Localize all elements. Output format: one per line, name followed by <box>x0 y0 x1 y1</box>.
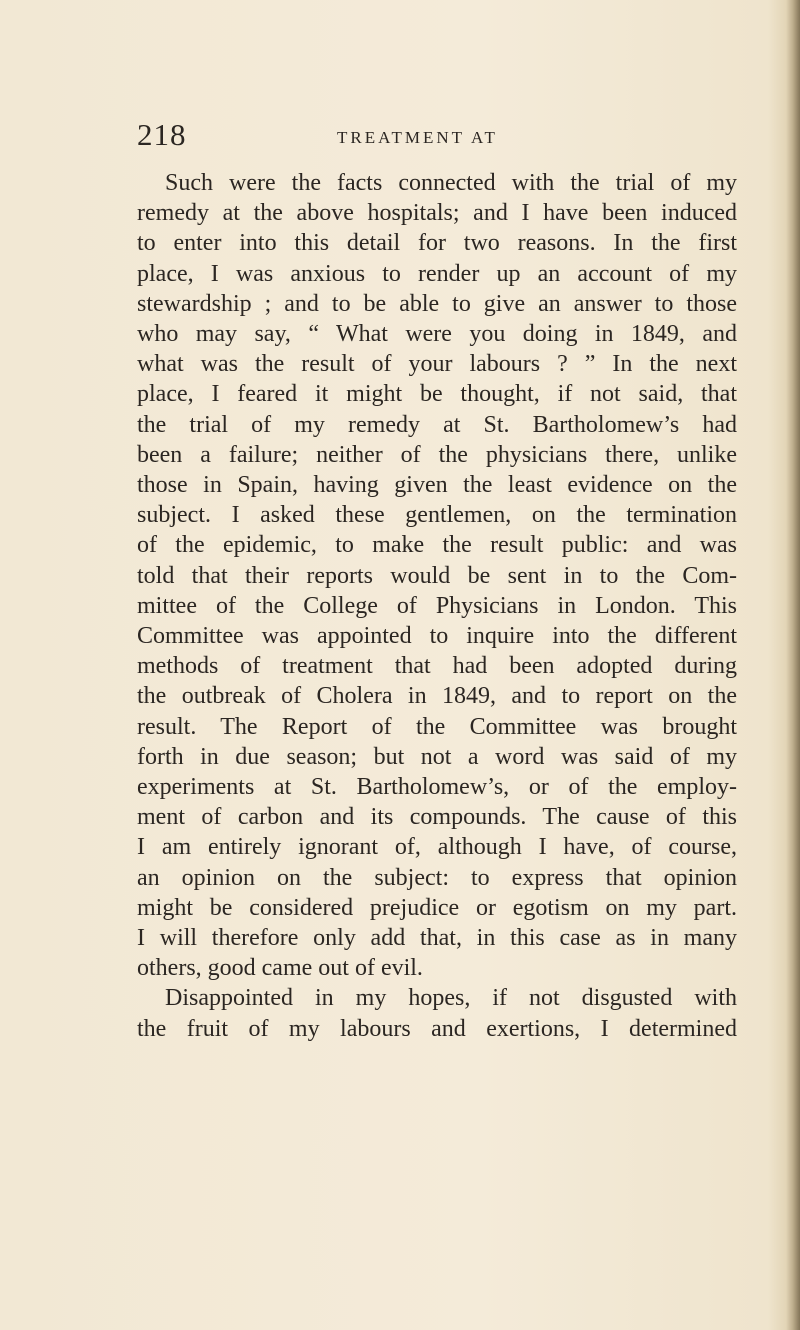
text-line: those in Spain, having given the least evidence on the <box>137 472 737 499</box>
text-line: experiments at St. Bartholomew’s, or of the employ- <box>137 774 737 801</box>
text-line: place, I feared it might be thought, if not said, that <box>137 381 737 408</box>
text-line: to enter into this detail for two reasons. In the first <box>137 230 737 257</box>
text-line: mittee of the College of Physicians in London. This <box>137 592 737 619</box>
text-line: methods of treatment that had been adopted during <box>137 653 737 680</box>
text-line: ment of carbon and its compounds. The cause of this <box>137 804 737 831</box>
page-edge-shadow <box>786 0 800 1330</box>
text-line: of the epidemic, to make the result public: and was <box>137 532 737 559</box>
text-line: Disappointed in my hopes, if not disgusted with <box>165 985 737 1012</box>
text-line: what was the result of your labours ? ” In the next <box>137 351 737 378</box>
text-line: Committee was appointed to inquire into the different <box>137 623 737 650</box>
text-line: told that their reports would be sent in to the Com- <box>137 562 737 589</box>
text-line: others, good came out of evil. <box>137 955 423 982</box>
paragraph-1 <box>137 168 737 983</box>
text-line: who may say, “ What were you doing in 1849, and <box>137 321 737 348</box>
body-text <box>137 168 737 1044</box>
text-line: stewardship ; and to be able to give an answer to those <box>137 290 737 317</box>
page-header <box>137 118 737 158</box>
running-head: TREATMENT AT <box>337 128 498 147</box>
text-line: the outbreak of Cholera in 1849, and to report on the <box>137 683 737 710</box>
text-line: an opinion on the subject: to express that opinion <box>137 864 737 891</box>
text-line: subject. I asked these gentlemen, on the termination <box>137 502 737 529</box>
text-line: been a failure; neither of the physicians there, unlike <box>137 441 737 468</box>
text-line: the trial of my remedy at St. Bartholomew’s had <box>137 411 737 438</box>
text-line: I will therefore only add that, in this case as in many <box>137 925 737 952</box>
page-number: 218 <box>137 117 187 152</box>
text-line: remedy at the above hospitals; and I have been induced <box>137 200 737 227</box>
text-line: place, I was anxious to render up an account of my <box>137 260 737 287</box>
text-line: forth in due season; but not a word was said of my <box>137 743 737 770</box>
text-line: I am entirely ignorant of, although I have, of course, <box>137 834 737 861</box>
text-line: Such were the facts connected with the trial of my <box>165 170 737 196</box>
text-line: result. The Report of the Committee was brought <box>137 713 737 740</box>
text-line: the fruit of my labours and exertions, I determined <box>137 1015 737 1042</box>
text-line: might be considered prejudice or egotism on my part. <box>137 894 737 921</box>
paragraph-2 <box>137 983 737 1043</box>
